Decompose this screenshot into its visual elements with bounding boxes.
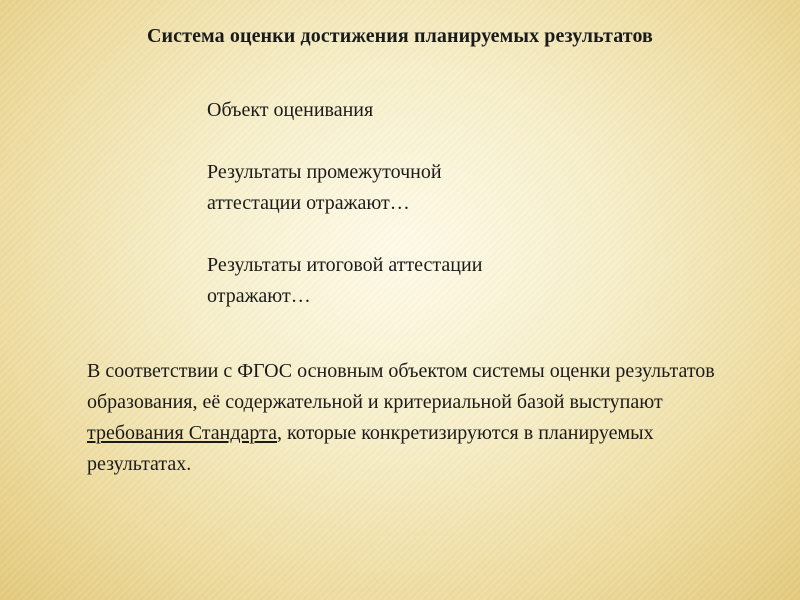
final-results-line-1: Результаты итоговой аттестации: [207, 254, 483, 276]
paragraph-text-start: В соответствии с ФГОС основным объектом системы оценки результатов образования, её содержательной и критериальной базой выступают: [87, 360, 715, 413]
object-label: Объект оценивания: [207, 99, 374, 121]
spacer: [207, 219, 627, 250]
standard-requirements-link[interactable]: требования Стандарта: [87, 422, 277, 444]
spacer: [207, 126, 627, 157]
intermediate-results-line-2: аттестации отражают…: [207, 192, 410, 214]
intermediate-results-line-1: Результаты промежуточной: [207, 161, 442, 183]
assessment-object-block: [207, 95, 627, 312]
slide-title: Система оценки достижения планируемых результатов: [147, 25, 653, 47]
final-results-line-2: отражают…: [207, 285, 311, 307]
fgos-paragraph: [87, 356, 747, 480]
paragraph-text-end: , которые конкретизируются в планируемых результатах.: [87, 422, 654, 475]
